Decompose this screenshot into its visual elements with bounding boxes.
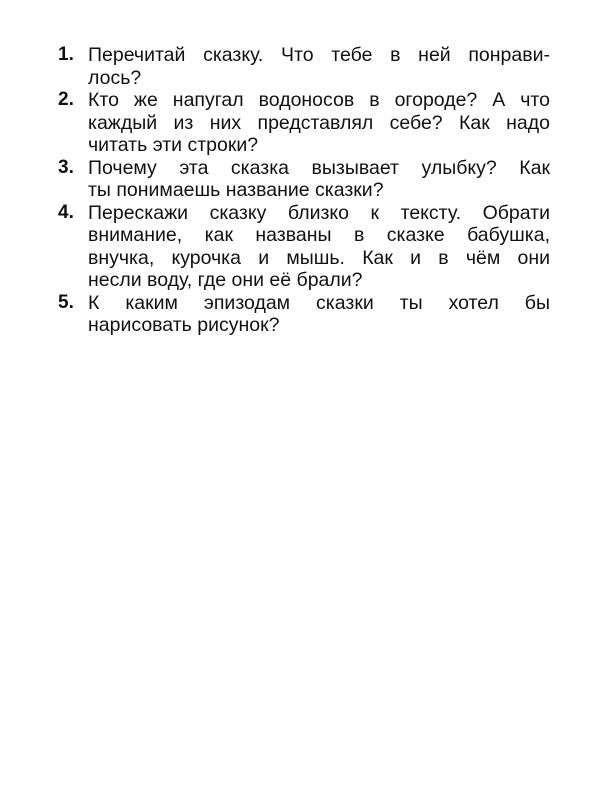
- question-line: каждый из них представлял себе? Как надо: [88, 111, 550, 134]
- question-text: [88, 89, 550, 157]
- question-line: нарисовать рисунок?: [88, 314, 280, 336]
- question-item-3: [58, 157, 550, 202]
- question-text: [88, 202, 550, 292]
- question-text: [88, 157, 550, 202]
- question-line: читать эти строки?: [88, 134, 259, 156]
- question-line: ты понимаешь название сказки?: [88, 179, 384, 201]
- question-number: 1.: [58, 44, 74, 65]
- question-line: Перечитай сказку. Что тебе в ней понрави-: [88, 44, 550, 66]
- question-item-4: [58, 202, 550, 292]
- question-text: [88, 292, 550, 337]
- question-line: Кто же напугал водоносов в огороде? А что: [88, 89, 550, 111]
- question-line: лось?: [88, 66, 142, 89]
- question-item-2: [58, 89, 550, 157]
- question-line: несли воду, где они её брали?: [88, 269, 363, 291]
- question-number: 2.: [58, 89, 74, 110]
- question-line: К каким эпизодам сказки ты хотел бы: [88, 291, 550, 314]
- question-line: Почему эта сказка вызывает улыбку? Как: [88, 156, 550, 179]
- question-line: Перескажи сказку близко к тексту. Обрати: [88, 201, 550, 224]
- question-text: [88, 44, 550, 89]
- question-list: [58, 44, 550, 337]
- question-number: 5.: [58, 291, 74, 313]
- question-line: внимание, как названы в сказке бабушка,: [88, 224, 550, 246]
- question-number: 4.: [58, 201, 74, 223]
- question-item-1: [58, 44, 550, 89]
- question-line: внучка, курочка и мышь. Как и в чём они: [88, 246, 550, 269]
- question-item-5: [58, 292, 550, 337]
- question-number: 3.: [58, 156, 74, 178]
